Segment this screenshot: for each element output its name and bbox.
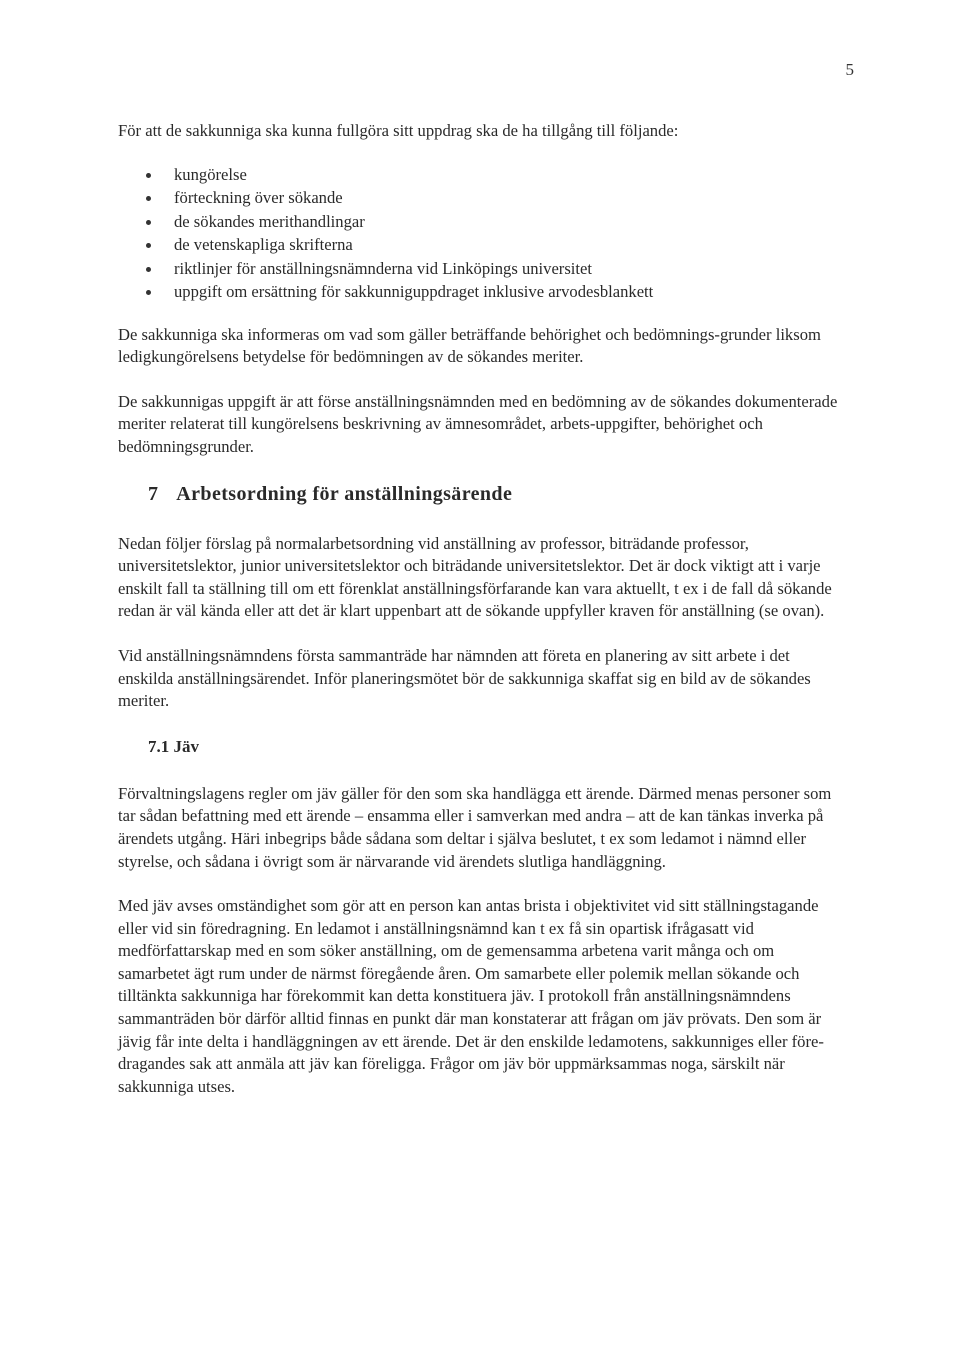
page-number: 5: [845, 60, 854, 79]
paragraph-assessment-info: De sakkunniga ska informeras om vad som gäller beträffande behörighet och bedömnings-grunder liksom ledigkungörelsens betydelse för bedömningen av de sökandes meriter.: [118, 324, 821, 367]
list-item: kungörelse: [146, 163, 848, 187]
list-item: de vetenskapliga skrifterna: [146, 233, 848, 257]
paragraph-work-order: Nedan följer förslag på normalarbetsordning vid anställning av professor, biträdande professor, universitetslektor, junior universitetslektor och biträdande universitetslektor. Det är dock viktigt att i varje enskilt fall ta ställning till om ett förenklat anställningsförfarande kan vara aktuellt, t ex i de fall då sökande redan är väl kända eller att det är klart uppenbart att de sökande uppfyller kraven för anställning (se ovan).: [118, 533, 832, 621]
paragraph-conflict-of-interest: Med jäv avses omständighet som gör att en person kan antas brista i objektivitet vid sitt ställningstagande eller vid sin föredragning. En ledamot i anställningsnämnd kan t ex få sin opartisk ifrågasatt vid medförfattarskap med en som söker anställning, om de gemensamma arbetena varit många och om samarbetet ägt rum under de närmst föregående åren. Om samarbete eller polemik mellan sökande och tilltänkta sakkunniga har förekommit kan detta konstituera jäv. I protokoll från anställningsnämndens sammanträden bör därför alltid finnas en punkt där man konstaterar att frågan om jäv prövats. Den som är jävig får inte delta i handläggningen av ett ärende. Det är den enskilde ledamotens, sakkunniges eller före-dragandes sak att anmäla att jäv kan föreligga. Frågor om jäv bör uppmärksammas noga, särskilt när sakkunniga utses.: [118, 896, 824, 1096]
paragraph-first-meeting: Vid anställningsnämndens första sammanträde har nämnden att företa en planering av sitt arbete i det enskilda anställningsärendet. Inför planeringsmötet bör de sakkunniga skaffat sig en bild av de sökandes meriter.: [118, 645, 811, 711]
resource-list: [118, 163, 848, 304]
section-heading: [148, 481, 848, 507]
list-item: förteckning över sökande: [146, 186, 848, 210]
paragraph-administrative-law: Förvaltningslagens regler om jäv gäller för den som ska handlägga ett ärende. Därmed menas personer som tar sådan befattning med ett ärende – ensamma eller i samverkan med andra – att de kan tänkas inverka på ärendets utgång. Häri inbegrips både sådana som deltar i själva beslutet, t ex som ledamot i nämnd eller styrelse, och sådana i övrigt som är närvarande vid ärendets slutliga handläggning.: [118, 783, 832, 871]
list-item: de sökandes merithandlingar: [146, 210, 848, 234]
intro-paragraph: För att de sakkunniga ska kunna fullgöra sitt uppdrag ska de ha tillgång till följande:: [118, 121, 679, 140]
list-item: uppgift om ersättning för sakkunniguppdraget inklusive arvodesblankett: [146, 280, 848, 304]
section-title: Arbetsordning för anställningsärende: [176, 482, 513, 505]
list-item: riktlinjer för anställningsnämnderna vid Linköpings universitet: [146, 257, 848, 281]
subsection-heading: 7.1 Jäv: [148, 736, 199, 756]
paragraph-experts-task: De sakkunnigas uppgift är att förse anställningsnämnden med en bedömning av de sökandes dokumenterade meriter relaterat till kungörelsens beskrivning av ämnesområdet, arbets-uppgifter, behörighet och bedömningsgrunder.: [118, 391, 838, 456]
page-content: [118, 120, 848, 1120]
section-number: 7: [148, 482, 159, 505]
